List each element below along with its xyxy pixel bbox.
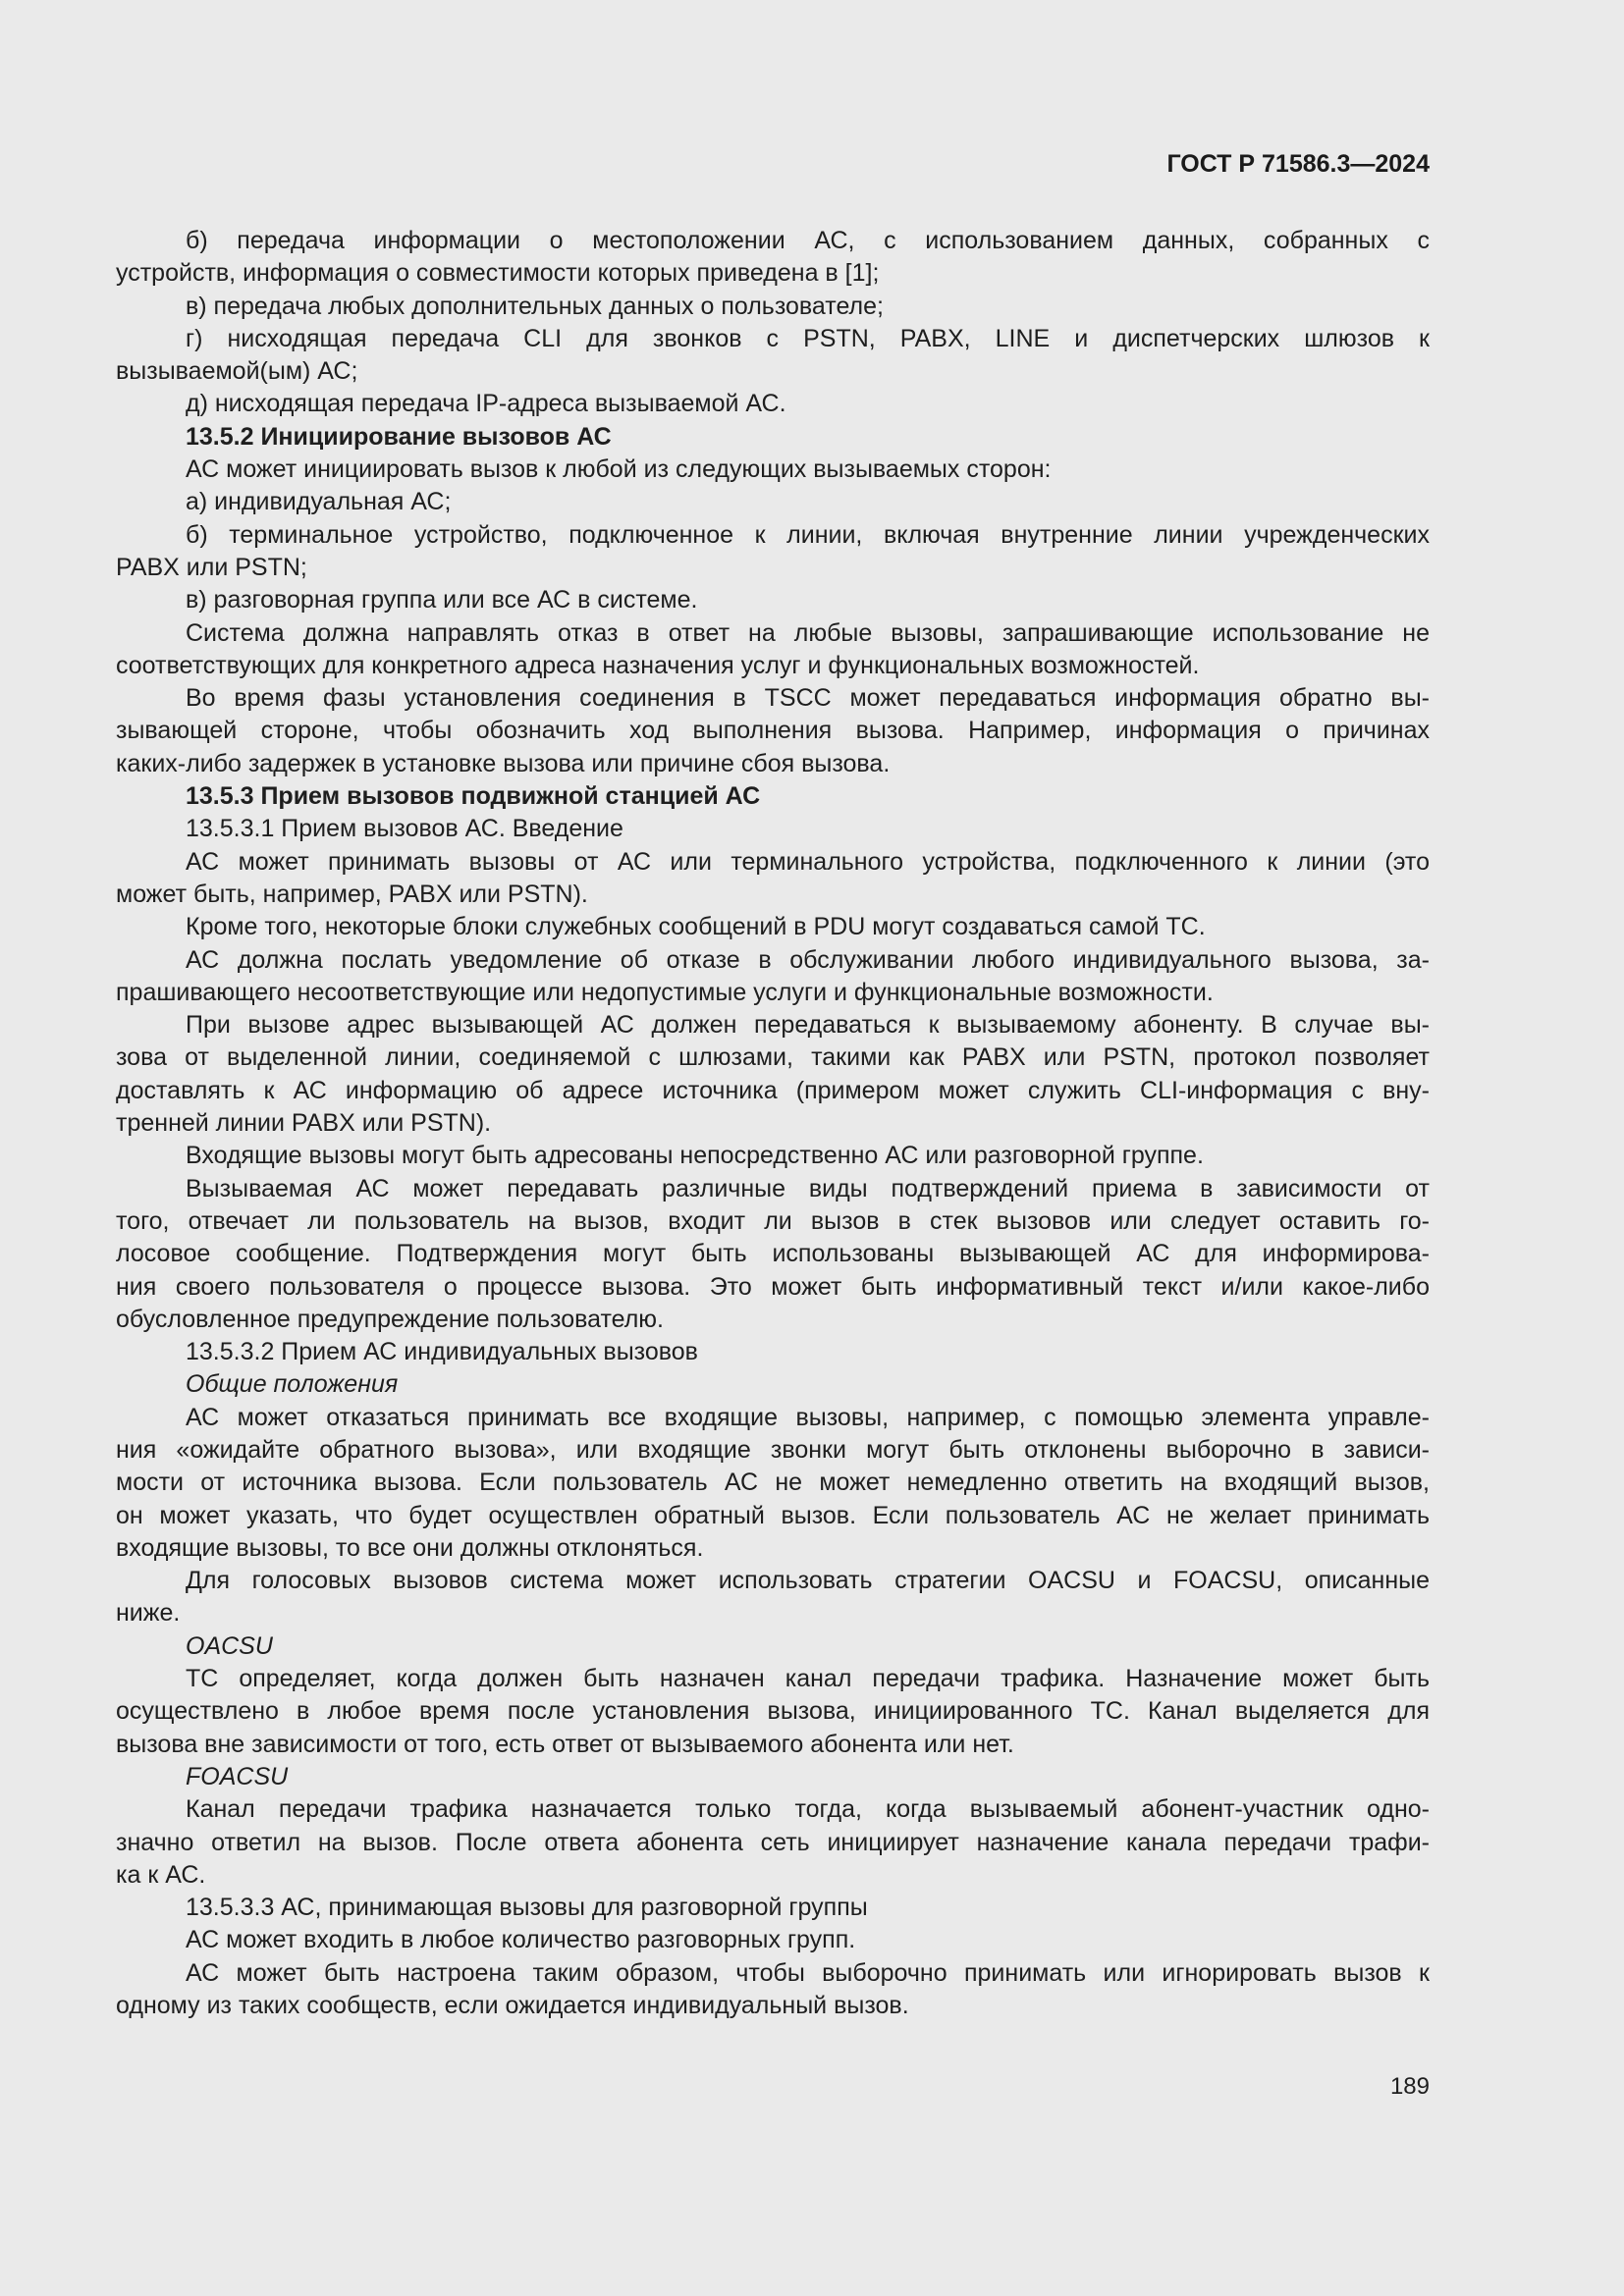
text-line: входящие вызовы, то все они должны отклоняться. [116,1533,704,1562]
text-line: ния «ожидайте обратного вызова», или входящие звонки могут быть отклонены выборочно в зависи- [116,1435,1430,1464]
text-line: значно ответил на вызов. После ответа абонента сеть инициирует назначение канала передачи трафи- [116,1828,1430,1856]
text-line: прашивающего несоответствующие или недопустимые услуги и функциональные возможности. [116,978,1214,1006]
document-code: ГОСТ Р 71586.3—2024 [1166,150,1430,178]
text-line: АС должна послать уведомление об отказе в обслуживании любого индивидуального вызова, за- [186,945,1430,974]
text-line: 13.5.3.1 Прием вызовов АС. Введение [186,815,623,843]
text-line: зова от выделенной линии, соединяемой с шлюзами, такими как PABX или PSTN, протокол позволяет [116,1043,1430,1072]
text-line: АС может быть настроена таким образом, чтобы выборочно принимать или игнорировать вызов к [186,1958,1430,1987]
text-line: в) разговорная группа или все АС в системе. [186,586,698,614]
text-line: каких-либо задержек в установке вызова или причине сбоя вызова. [116,749,891,777]
text-line: Входящие вызовы могут быть адресованы непосредственно АС или разговорной группе. [186,1142,1204,1170]
text-line: д) нисходящая передача IP-адреса вызываемой АС. [186,390,786,418]
page-number: 189 [1389,2073,1430,2100]
text-line: зывающей стороне, чтобы обозначить ход выполнения вызова. Например, информация о причинах [116,717,1430,745]
text-line: При вызове адрес вызывающей АС должен передаваться к вызываемому абоненту. В случае вы- [186,1011,1430,1040]
text-line: ка к АС. [116,1860,206,1889]
text-line: вызова вне зависимости от того, есть ответ от вызываемого абонента или нет. [116,1730,1014,1758]
text-line: тренней линии PABX или PSTN). [116,1109,492,1138]
document-header [116,147,1430,181]
text-line: одному из таких сообществ, если ожидается индивидуальный вызов. [116,1992,909,2020]
page-footer [116,2070,1430,2104]
text-line: лосовое сообщение. Подтверждения могут быть использованы вызывающей АС для информирова- [116,1240,1430,1268]
subheading: OACSU [186,1631,273,1660]
text-line: Система должна направлять отказ в ответ на любые вызовы, запрашивающие использование не [186,618,1430,647]
text-line: Вызываемая АС может передавать различные виды подтверждений приема в зависимости от [186,1174,1430,1202]
section-heading: 13.5.2 Инициирование вызовов АС [186,422,612,451]
section-heading: 13.5.3 Прием вызовов подвижной станцией АС [186,782,761,811]
text-line: обусловленное предупреждение пользователю. [116,1305,664,1333]
text-line: Кроме того, некоторые блоки служебных сообщений в PDU могут создаваться самой ТС. [186,913,1206,941]
text-line: в) передача любых дополнительных данных о пользователе; [186,292,884,320]
text-line: PABX или PSTN; [116,553,307,581]
text-line: ниже. [116,1599,181,1628]
document-body [116,225,1430,2022]
text-line: б) терминальное устройство, подключенное к линии, включая внутренние линии учрежденческих [186,520,1430,549]
text-line: АС может входить в любое количество разговорных групп. [186,1926,856,1954]
text-line: мости от источника вызова. Если пользователь АС не может немедленно ответить на входящий вызов, [116,1468,1430,1497]
text-line: Для голосовых вызовов система может использовать стратегии OACSU и FOACSU, описанные [186,1567,1430,1595]
text-line: б) передача информации о местоположении АС, с использованием данных, собранных с [186,227,1430,254]
text-line: АС может отказаться принимать все входящие вызовы, например, с помощью элемента управле- [186,1403,1430,1431]
text-line: 13.5.3.3 АС, принимающая вызовы для разговорной группы [186,1894,868,1922]
text-line: осуществлено в любое время после установления вызова, инициированного ТС. Канал выделяется для [116,1697,1430,1726]
text-line: Во время фазы установления соединения в TSCC может передаваться информация обратно вы- [186,684,1430,713]
text-line: ния своего пользователя о процессе вызова. Это может быть информативный текст и/или какое-либо [116,1272,1430,1301]
text-line: Канал передачи трафика назначается только тогда, когда вызываемый абонент-участник одно- [186,1795,1430,1824]
subheading: Общие положения [186,1370,399,1399]
text-line: АС может инициировать вызов к любой из следующих вызываемых сторон: [186,455,1052,484]
text-line: может быть, например, PABX или PSTN). [116,880,588,908]
text-line: г) нисходящая передача CLI для звонков с PSTN, PABX, LINE и диспетчерских шлюзов к [186,324,1430,352]
text-line: вызываемой(ым) АС; [116,357,358,386]
text-line: а) индивидуальная АС; [186,488,452,516]
text-line: он может указать, что будет осуществлен обратный вызов. Если пользователь АС не желает принимать [116,1501,1430,1529]
text-line: доставлять к АС информацию об адресе источника (примером может служить CLI-информация с вну- [116,1076,1430,1104]
text-line: устройств, информация о совместимости которых приведена в [1]; [116,259,880,288]
text-line: 13.5.3.2 Прием АС индивидуальных вызовов [186,1338,698,1366]
text-line: АС может принимать вызовы от АС или терминального устройства, подключенного к линии (это [186,847,1430,876]
text-line: ТС определяет, когда должен быть назначен канал передачи трафика. Назначение может быть [186,1665,1430,1693]
text-line: соответствующих для конкретного адреса назначения услуг и функциональных возможностей. [116,651,1200,679]
text-line: того, отвечает ли пользователь на вызов, входит ли вызов в стек вызовов или следует оставить го- [116,1206,1430,1235]
subheading: FOACSU [186,1762,289,1790]
